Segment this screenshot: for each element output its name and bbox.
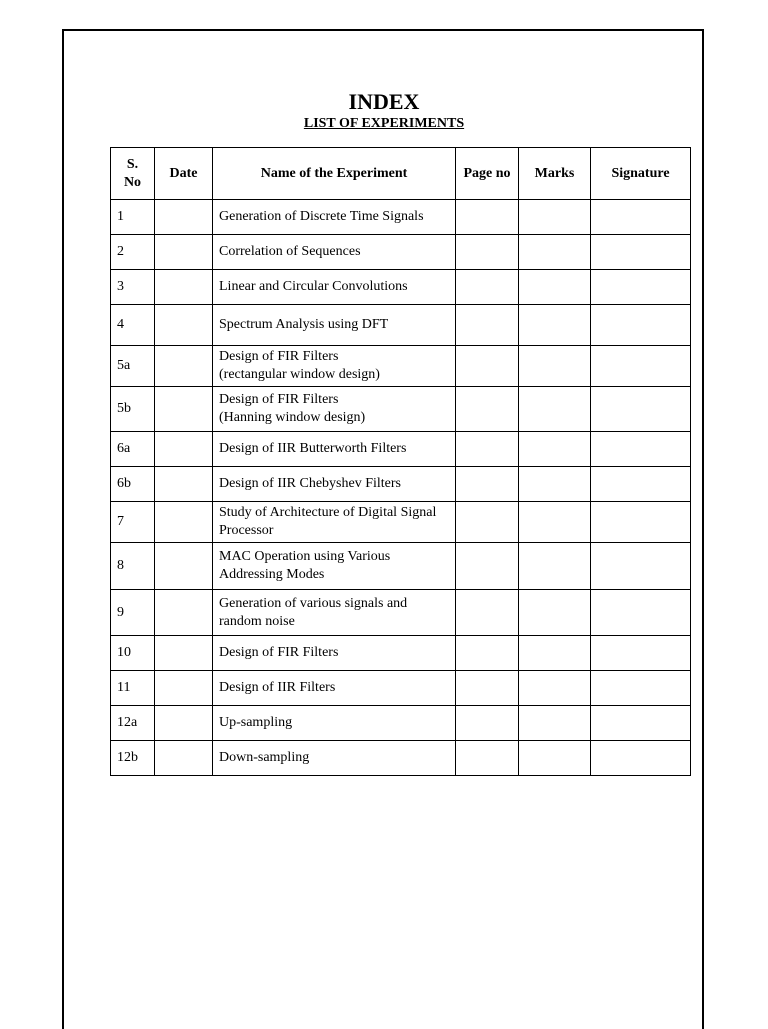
cell-marks (519, 636, 591, 671)
cell-date (155, 467, 213, 502)
cell-signature (591, 590, 691, 636)
table-row (111, 636, 691, 671)
cell-experiment-name: Up-sampling (213, 706, 456, 741)
header-date: Date (155, 148, 213, 200)
cell-date (155, 636, 213, 671)
cell-date (155, 387, 213, 432)
header-sno: S. No (111, 148, 155, 200)
cell-sno: 4 (111, 305, 155, 346)
cell-page-no (456, 636, 519, 671)
cell-experiment-name: Design of FIR Filters (Hanning window design) (213, 387, 456, 432)
cell-marks (519, 543, 591, 590)
cell-sno: 2 (111, 235, 155, 270)
cell-sno: 10 (111, 636, 155, 671)
table-body (111, 200, 691, 776)
cell-signature (591, 432, 691, 467)
table-row (111, 543, 691, 590)
cell-date (155, 270, 213, 305)
cell-page-no (456, 671, 519, 706)
table-row (111, 305, 691, 346)
cell-page-no (456, 432, 519, 467)
cell-marks (519, 467, 591, 502)
cell-experiment-name: Generation of Discrete Time Signals (213, 200, 456, 235)
cell-date (155, 200, 213, 235)
table-row (111, 235, 691, 270)
cell-sno: 6a (111, 432, 155, 467)
cell-experiment-name: Study of Architecture of Digital Signal Processor (213, 502, 456, 543)
cell-marks (519, 270, 591, 305)
cell-experiment-name: Correlation of Sequences (213, 235, 456, 270)
cell-date (155, 432, 213, 467)
cell-experiment-name: Down-sampling (213, 741, 456, 776)
table-row (111, 432, 691, 467)
cell-marks (519, 432, 591, 467)
cell-marks (519, 387, 591, 432)
experiments-table (110, 147, 691, 776)
cell-sno: 12a (111, 706, 155, 741)
cell-signature (591, 200, 691, 235)
table-header (111, 148, 691, 200)
cell-experiment-name: Linear and Circular Convolutions (213, 270, 456, 305)
table-row (111, 671, 691, 706)
cell-page-no (456, 235, 519, 270)
cell-page-no (456, 502, 519, 543)
cell-date (155, 346, 213, 387)
cell-signature (591, 543, 691, 590)
table-row (111, 741, 691, 776)
header-signature: Signature (591, 148, 691, 200)
page-title: INDEX (348, 89, 420, 114)
cell-date (155, 671, 213, 706)
cell-date (155, 502, 213, 543)
cell-experiment-name: MAC Operation using Various Addressing Modes (213, 543, 456, 590)
cell-marks (519, 200, 591, 235)
cell-sno: 8 (111, 543, 155, 590)
header-experiment-name: Name of the Experiment (213, 148, 456, 200)
cell-page-no (456, 741, 519, 776)
header-marks: Marks (519, 148, 591, 200)
cell-experiment-name: Design of IIR Filters (213, 671, 456, 706)
cell-page-no (456, 706, 519, 741)
cell-signature (591, 741, 691, 776)
cell-page-no (456, 270, 519, 305)
cell-page-no (456, 543, 519, 590)
cell-experiment-name: Design of IIR Butterworth Filters (213, 432, 456, 467)
table-row (111, 346, 691, 387)
table-row (111, 387, 691, 432)
page-subtitle: LIST OF EXPERIMENTS (303, 116, 465, 131)
cell-sno: 12b (111, 741, 155, 776)
table-row (111, 590, 691, 636)
cell-sno: 5b (111, 387, 155, 432)
cell-sno: 11 (111, 671, 155, 706)
header-row (111, 148, 691, 200)
table-row (111, 467, 691, 502)
cell-marks (519, 706, 591, 741)
cell-marks (519, 590, 591, 636)
table-row (111, 200, 691, 235)
cell-page-no (456, 467, 519, 502)
cell-signature (591, 636, 691, 671)
cell-date (155, 741, 213, 776)
cell-date (155, 706, 213, 741)
cell-marks (519, 235, 591, 270)
cell-sno: 5a (111, 346, 155, 387)
cell-marks (519, 346, 591, 387)
cell-signature (591, 235, 691, 270)
cell-date (155, 235, 213, 270)
header-page-no: Page no (456, 148, 519, 200)
cell-signature (591, 467, 691, 502)
cell-marks (519, 305, 591, 346)
cell-experiment-name: Design of FIR Filters (rectangular window design) (213, 346, 456, 387)
cell-sno: 7 (111, 502, 155, 543)
cell-signature (591, 387, 691, 432)
cell-signature (591, 346, 691, 387)
cell-page-no (456, 305, 519, 346)
cell-page-no (456, 590, 519, 636)
cell-signature (591, 305, 691, 346)
cell-sno: 3 (111, 270, 155, 305)
cell-page-no (456, 346, 519, 387)
table-row (111, 706, 691, 741)
table-row (111, 270, 691, 305)
cell-experiment-name: Spectrum Analysis using DFT (213, 305, 456, 346)
cell-page-no (456, 387, 519, 432)
cell-signature (591, 270, 691, 305)
cell-signature (591, 502, 691, 543)
cell-experiment-name: Design of IIR Chebyshev Filters (213, 467, 456, 502)
cell-date (155, 590, 213, 636)
cell-sno: 1 (111, 200, 155, 235)
cell-experiment-name: Generation of various signals and random noise (213, 590, 456, 636)
cell-signature (591, 671, 691, 706)
cell-marks (519, 741, 591, 776)
table-row (111, 502, 691, 543)
cell-experiment-name: Design of FIR Filters (213, 636, 456, 671)
cell-marks (519, 671, 591, 706)
cell-date (155, 305, 213, 346)
cell-page-no (456, 200, 519, 235)
cell-sno: 6b (111, 467, 155, 502)
cell-date (155, 543, 213, 590)
cell-signature (591, 706, 691, 741)
cell-marks (519, 502, 591, 543)
cell-sno: 9 (111, 590, 155, 636)
